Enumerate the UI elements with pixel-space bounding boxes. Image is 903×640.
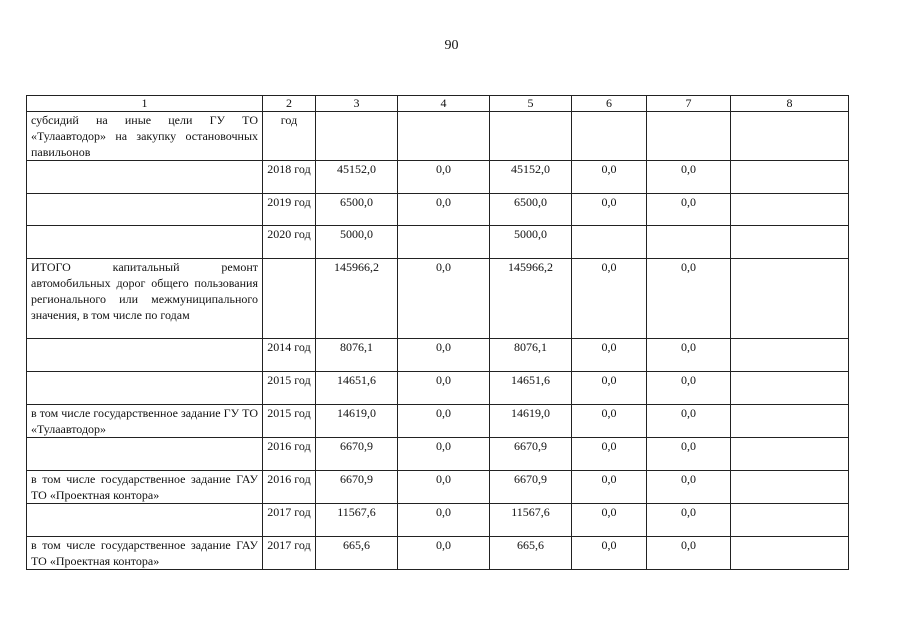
value-col-4: 0,0 bbox=[398, 438, 490, 471]
row-year: 2018 год bbox=[263, 161, 316, 194]
value-col-5: 145966,2 bbox=[490, 259, 572, 339]
table-row bbox=[27, 372, 849, 405]
row-year: 2016 год bbox=[263, 471, 316, 504]
table-row bbox=[27, 226, 849, 259]
value-col-6: 0,0 bbox=[572, 504, 647, 537]
budget-table bbox=[26, 95, 849, 570]
row-year: 2020 год bbox=[263, 226, 316, 259]
row-label: в том числе государственное задание ГУ ТО «Тулаавтодор» bbox=[27, 405, 263, 438]
table-row bbox=[27, 112, 849, 161]
value-col-7: 0,0 bbox=[647, 194, 731, 226]
table-row bbox=[27, 405, 849, 438]
value-col-3: 665,6 bbox=[316, 537, 398, 570]
header-cell: 3 bbox=[316, 96, 398, 112]
value-col-7: 0,0 bbox=[647, 537, 731, 570]
value-col-7: 0,0 bbox=[647, 339, 731, 372]
value-col-3: 6670,9 bbox=[316, 438, 398, 471]
row-label: в том числе государственное задание ГАУ ТО «Проектная контора» bbox=[27, 471, 263, 504]
header-cell: 8 bbox=[731, 96, 849, 112]
row-label: ИТОГО капитальный ремонт автомобильных дорог общего пользования регионального или межмуниципального значения, в том числе по годам bbox=[27, 259, 263, 339]
value-col-7: 0,0 bbox=[647, 471, 731, 504]
value-col-4: 0,0 bbox=[398, 471, 490, 504]
row-label bbox=[27, 372, 263, 405]
table-row bbox=[27, 537, 849, 570]
row-label: субсидий на иные цели ГУ ТО «Тулаавтодор» на закупку остановочных павильонов bbox=[27, 112, 263, 161]
value-col-8 bbox=[731, 259, 849, 339]
value-col-5: 14619,0 bbox=[490, 405, 572, 438]
table-row bbox=[27, 471, 849, 504]
header-cell: 4 bbox=[398, 96, 490, 112]
value-col-3: 145966,2 bbox=[316, 259, 398, 339]
value-col-7: 0,0 bbox=[647, 259, 731, 339]
value-col-5: 665,6 bbox=[490, 537, 572, 570]
header-cell: 6 bbox=[572, 96, 647, 112]
value-col-8 bbox=[731, 405, 849, 438]
row-label bbox=[27, 339, 263, 372]
value-col-7 bbox=[647, 112, 731, 161]
value-col-4 bbox=[398, 112, 490, 161]
value-col-6: 0,0 bbox=[572, 438, 647, 471]
value-col-3: 45152,0 bbox=[316, 161, 398, 194]
row-year: 2017 год bbox=[263, 537, 316, 570]
header-cell: 1 bbox=[27, 96, 263, 112]
value-col-4: 0,0 bbox=[398, 161, 490, 194]
header-cell: 2 bbox=[263, 96, 316, 112]
value-col-8 bbox=[731, 438, 849, 471]
value-col-7: 0,0 bbox=[647, 504, 731, 537]
row-year bbox=[263, 259, 316, 339]
value-col-6: 0,0 bbox=[572, 339, 647, 372]
row-year: 2019 год bbox=[263, 194, 316, 226]
value-col-7: 0,0 bbox=[647, 372, 731, 405]
value-col-6: 0,0 bbox=[572, 372, 647, 405]
value-col-5: 5000,0 bbox=[490, 226, 572, 259]
value-col-6: 0,0 bbox=[572, 194, 647, 226]
table-row bbox=[27, 339, 849, 372]
value-col-5: 8076,1 bbox=[490, 339, 572, 372]
value-col-5: 6670,9 bbox=[490, 471, 572, 504]
page-number: 90 bbox=[444, 38, 459, 53]
value-col-8 bbox=[731, 339, 849, 372]
value-col-5: 45152,0 bbox=[490, 161, 572, 194]
value-col-6 bbox=[572, 226, 647, 259]
value-col-8 bbox=[731, 112, 849, 161]
value-col-4: 0,0 bbox=[398, 259, 490, 339]
table-row bbox=[27, 161, 849, 194]
row-label: в том числе государственное задание ГАУ ТО «Проектная контора» bbox=[27, 537, 263, 570]
table-row bbox=[27, 259, 849, 339]
row-label bbox=[27, 194, 263, 226]
value-col-3: 11567,6 bbox=[316, 504, 398, 537]
value-col-8 bbox=[731, 537, 849, 570]
value-col-5: 11567,6 bbox=[490, 504, 572, 537]
value-col-7: 0,0 bbox=[647, 438, 731, 471]
row-year: год bbox=[263, 112, 316, 161]
row-year: 2015 год bbox=[263, 405, 316, 438]
value-col-3: 14651,6 bbox=[316, 372, 398, 405]
row-year: 2017 год bbox=[263, 504, 316, 537]
value-col-8 bbox=[731, 471, 849, 504]
value-col-5 bbox=[490, 112, 572, 161]
value-col-3: 5000,0 bbox=[316, 226, 398, 259]
value-col-8 bbox=[731, 372, 849, 405]
value-col-7 bbox=[647, 226, 731, 259]
value-col-8 bbox=[731, 504, 849, 537]
header-row bbox=[27, 96, 849, 112]
row-year: 2014 год bbox=[263, 339, 316, 372]
value-col-3: 6670,9 bbox=[316, 471, 398, 504]
value-col-6: 0,0 bbox=[572, 405, 647, 438]
value-col-3: 6500,0 bbox=[316, 194, 398, 226]
table-row bbox=[27, 194, 849, 226]
value-col-8 bbox=[731, 194, 849, 226]
row-year: 2016 год bbox=[263, 438, 316, 471]
value-col-6: 0,0 bbox=[572, 537, 647, 570]
value-col-7: 0,0 bbox=[647, 161, 731, 194]
table-row bbox=[27, 504, 849, 537]
value-col-6: 0,0 bbox=[572, 471, 647, 504]
row-year: 2015 год bbox=[263, 372, 316, 405]
value-col-4: 0,0 bbox=[398, 372, 490, 405]
value-col-4: 0,0 bbox=[398, 194, 490, 226]
value-col-6: 0,0 bbox=[572, 161, 647, 194]
table-row bbox=[27, 438, 849, 471]
value-col-3: 8076,1 bbox=[316, 339, 398, 372]
value-col-5: 6670,9 bbox=[490, 438, 572, 471]
value-col-4: 0,0 bbox=[398, 405, 490, 438]
row-label bbox=[27, 161, 263, 194]
value-col-5: 6500,0 bbox=[490, 194, 572, 226]
header-cell: 7 bbox=[647, 96, 731, 112]
value-col-5: 14651,6 bbox=[490, 372, 572, 405]
value-col-4: 0,0 bbox=[398, 537, 490, 570]
value-col-8 bbox=[731, 226, 849, 259]
value-col-8 bbox=[731, 161, 849, 194]
value-col-6 bbox=[572, 112, 647, 161]
header-cell: 5 bbox=[490, 96, 572, 112]
value-col-7: 0,0 bbox=[647, 405, 731, 438]
value-col-4 bbox=[398, 226, 490, 259]
row-label bbox=[27, 438, 263, 471]
value-col-4: 0,0 bbox=[398, 339, 490, 372]
value-col-4: 0,0 bbox=[398, 504, 490, 537]
value-col-3: 14619,0 bbox=[316, 405, 398, 438]
row-label bbox=[27, 226, 263, 259]
row-label bbox=[27, 504, 263, 537]
value-col-3 bbox=[316, 112, 398, 161]
value-col-6: 0,0 bbox=[572, 259, 647, 339]
